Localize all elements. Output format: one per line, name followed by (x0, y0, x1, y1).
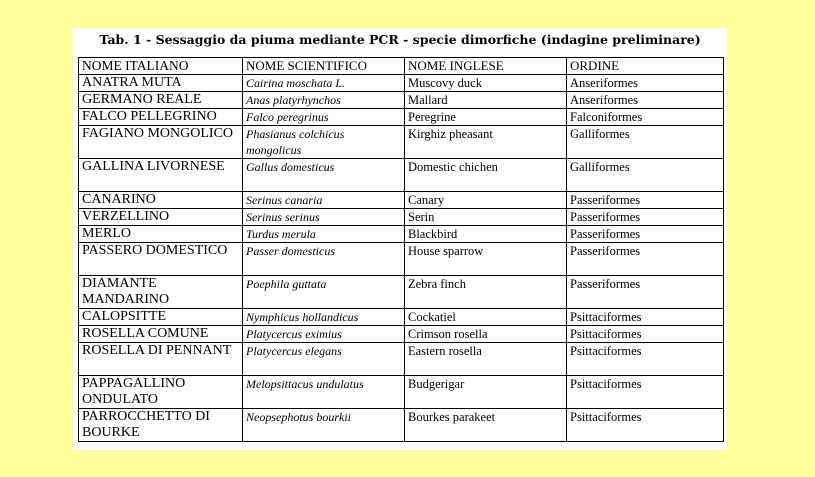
cell-nome-inglese: Crimson rosella (405, 326, 567, 343)
cell-nome-scientifico: Turdus merula (243, 226, 405, 243)
cell-nome-scientifico: Platycercus eximius (243, 326, 405, 343)
table-row (79, 126, 724, 159)
cell-ordine: Passeriformes (567, 276, 724, 309)
cell-ordine: Galliformes (567, 126, 724, 159)
cell-nome-scientifico: Anas platyrhynchos (243, 92, 405, 109)
cell-nome-italiano: PARROCCHETTO DI BOURKE (79, 409, 243, 442)
cell-nome-scientifico: Gallus domesticus (243, 159, 405, 192)
cell-ordine: Psittaciformes (567, 309, 724, 326)
cell-nome-scientifico: Poephila guttata (243, 276, 405, 309)
cell-nome-italiano: MERLO (79, 226, 243, 243)
cell-nome-inglese: Mallard (405, 92, 567, 109)
cell-nome-scientifico: Falco peregrinus (243, 109, 405, 126)
cell-nome-italiano: PASSERO DOMESTICO (79, 243, 243, 276)
cell-nome-italiano: ROSELLA DI PENNANT (79, 343, 243, 376)
table-row (79, 276, 724, 309)
cell-nome-scientifico: Passer domesticus (243, 243, 405, 276)
cell-nome-scientifico: Neopsephotus bourkii (243, 409, 405, 442)
cell-nome-inglese: Blackbird (405, 226, 567, 243)
cell-nome-inglese: Kirghiz pheasant (405, 126, 567, 159)
header-nome-inglese: NOME INGLESE (405, 58, 567, 75)
cell-nome-inglese: Peregrine (405, 109, 567, 126)
cell-nome-scientifico: Serinus serinus (243, 209, 405, 226)
header-nome-italiano: NOME ITALIANO (79, 58, 243, 75)
table-row (79, 326, 724, 343)
table-row (79, 192, 724, 209)
table-row (79, 343, 724, 376)
cell-ordine: Psittaciformes (567, 376, 724, 409)
cell-nome-scientifico: Melopsittacus undulatus (243, 376, 405, 409)
cell-nome-scientifico: Nymphicus hollandicus (243, 309, 405, 326)
cell-nome-inglese: House sparrow (405, 243, 567, 276)
cell-ordine: Passeriformes (567, 243, 724, 276)
table-row (79, 376, 724, 409)
cell-ordine: Passeriformes (567, 226, 724, 243)
header-row (79, 58, 724, 75)
cell-nome-italiano: CANARINO (79, 192, 243, 209)
cell-nome-scientifico: Platycercus elegans (243, 343, 405, 376)
cell-ordine: Anseriformes (567, 75, 724, 92)
table-row (79, 109, 724, 126)
cell-nome-inglese: Bourkes parakeet (405, 409, 567, 442)
cell-nome-italiano: FALCO PELLEGRINO (79, 109, 243, 126)
table-row (79, 226, 724, 243)
cell-ordine: Psittaciformes (567, 409, 724, 442)
cell-nome-inglese: Canary (405, 192, 567, 209)
cell-ordine: Falconiformes (567, 109, 724, 126)
table-row (79, 75, 724, 92)
cell-nome-inglese: Muscovy duck (405, 75, 567, 92)
header-ordine: ORDINE (567, 58, 724, 75)
cell-nome-inglese: Cockatiel (405, 309, 567, 326)
cell-nome-scientifico: Cairina moschata L. (243, 75, 405, 92)
cell-nome-italiano: GERMANO REALE (79, 92, 243, 109)
cell-nome-inglese: Serin (405, 209, 567, 226)
cell-nome-italiano: GALLINA LIVORNESE (79, 159, 243, 192)
cell-nome-italiano: CALOPSITTE (79, 309, 243, 326)
cell-nome-scientifico: Phasianus colchicus mongolicus (243, 126, 405, 159)
table-row (79, 309, 724, 326)
table-row (79, 243, 724, 276)
cell-nome-inglese: Budgerigar (405, 376, 567, 409)
header-nome-scientifico: NOME SCIENTIFICO (243, 58, 405, 75)
cell-nome-italiano: ROSELLA COMUNE (79, 326, 243, 343)
cell-ordine: Galliformes (567, 159, 724, 192)
table-row (79, 209, 724, 226)
cell-ordine: Psittaciformes (567, 343, 724, 376)
cell-nome-italiano: VERZELLINO (79, 209, 243, 226)
cell-ordine: Anseriformes (567, 92, 724, 109)
table-row (79, 409, 724, 442)
table-row (79, 159, 724, 192)
cell-nome-italiano: ANATRA MUTA (79, 75, 243, 92)
table-row (79, 92, 724, 109)
cell-nome-italiano: PAPPAGALLINO ONDULATO (79, 376, 243, 409)
cell-nome-inglese: Zebra finch (405, 276, 567, 309)
cell-nome-inglese: Eastern rosella (405, 343, 567, 376)
cell-nome-inglese: Domestic chichen (405, 159, 567, 192)
cell-nome-italiano: DIAMANTE MANDARINO (79, 276, 243, 309)
table-title: Tab. 1 - Sessaggio da piuma mediante PCR - specie dimorfiche (indagine preliminare) (99, 32, 701, 47)
document-page (73, 28, 727, 450)
cell-nome-italiano: FAGIANO MONGOLICO (79, 126, 243, 159)
cell-ordine: Passeriformes (567, 192, 724, 209)
species-table (78, 57, 724, 442)
cell-ordine: Passeriformes (567, 209, 724, 226)
cell-nome-scientifico: Serinus canaria (243, 192, 405, 209)
cell-ordine: Psittaciformes (567, 326, 724, 343)
